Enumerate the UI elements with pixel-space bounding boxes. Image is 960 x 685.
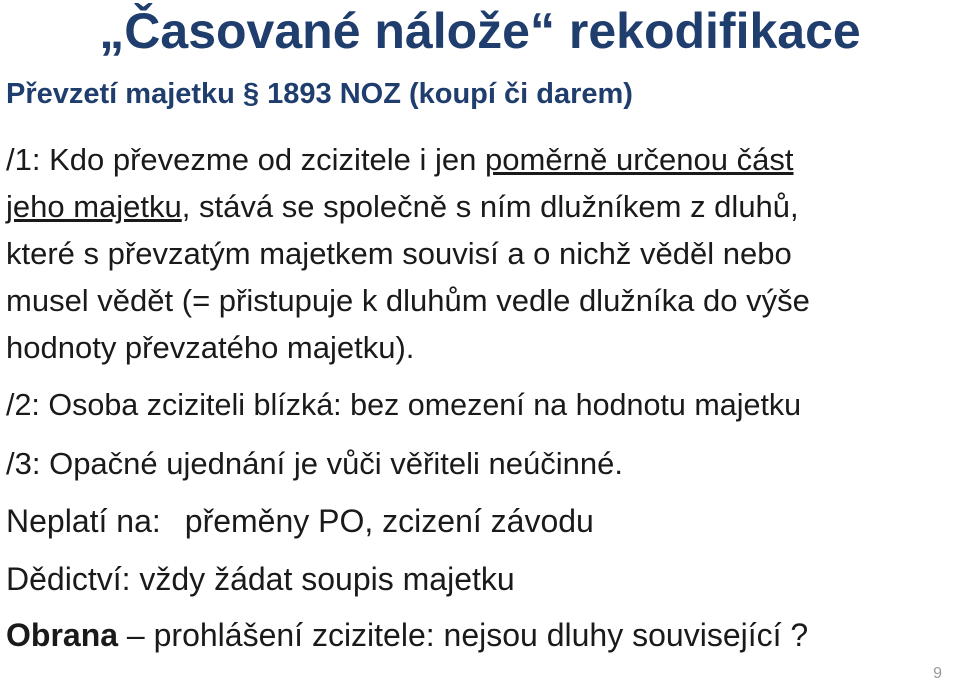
page-number: 9 xyxy=(933,665,942,682)
underlined-text: poměrně určenou část xyxy=(485,142,794,177)
text-segment: , stává se společně s ním dlužníkem z dluhů, xyxy=(181,189,799,224)
paragraph-3: /3: Opačné ujednání je vůči věřiteli neúčinné. xyxy=(6,446,623,481)
slide-subtitle: Převzetí majetku § 1893 NOZ (koupí či darem) xyxy=(6,78,633,110)
text-segment: /1: Kdo převezme od zcizitele i jen xyxy=(6,142,486,177)
inheritance-line: Dědictví: vždy žádat soupis majetku xyxy=(6,561,515,597)
paragraph-1-line-4: musel vědět (= přistupuje k dluhům vedle dlužníka do výše xyxy=(6,283,810,318)
paragraph-1-line-1 xyxy=(6,136,956,183)
defense-text: – prohlášení zcizitele: nejsou dluhy související ? xyxy=(118,617,809,653)
exclusion-line xyxy=(6,503,594,540)
paragraph-1-line-5: hodnoty převzatého majetku). xyxy=(6,330,415,365)
defense-line xyxy=(6,617,808,654)
defense-label: Obrana xyxy=(6,617,119,653)
paragraph-1 xyxy=(6,136,956,371)
paragraph-1-line-3: které s převzatým majetkem souvisí a o nichž věděl nebo xyxy=(6,236,792,271)
exclusion-label: Neplatí na: xyxy=(6,503,161,539)
underlined-text: jeho majetku xyxy=(6,189,182,224)
paragraph-1-line-2 xyxy=(6,183,956,230)
paragraph-2: /2: Osoba zciziteli blízká: bez omezení na hodnotu majetku xyxy=(6,388,802,422)
exclusion-value: přeměny PO, zcizení závodu xyxy=(184,503,594,539)
slide-title: „Časované nálože“ rekodifikace xyxy=(99,3,861,59)
